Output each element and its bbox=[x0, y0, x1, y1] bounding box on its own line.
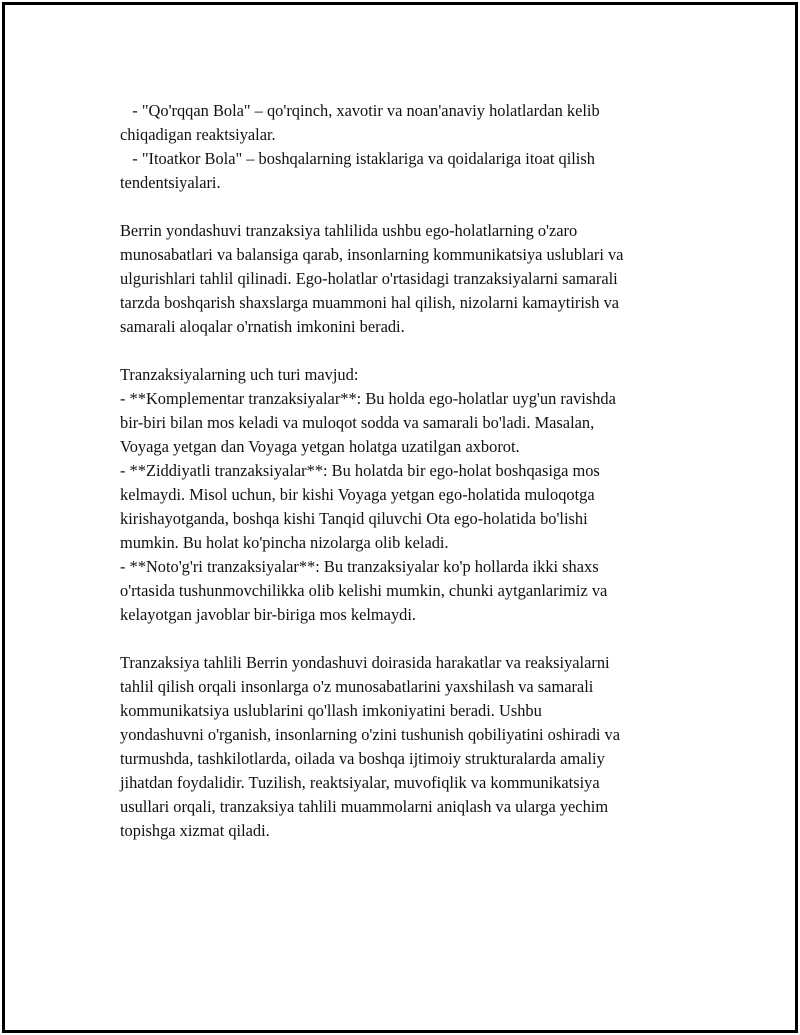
paragraph-spacer bbox=[120, 339, 710, 363]
text-line: - "Qo'rqqan Bola" – qo'rqinch, xavotir va noan'anaviy holatlardan kelib bbox=[120, 101, 600, 120]
text-line: topishga xizmat qiladi. bbox=[120, 821, 270, 840]
text-line: tarzda boshqarish shaxslarga muammoni hal qilish, nizolarni kamaytirish va bbox=[120, 293, 620, 312]
text-line: turmushda, tashkilotlarda, oilada va boshqa ijtimoiy strukturalarda amaliy bbox=[120, 749, 605, 768]
text-line: ulgurishlari tahlil qilinadi. Ego-holatlar o'rtasidagi tranzaksiyalarni samarali bbox=[120, 269, 618, 288]
text-line: jihatdan foydalidir. Tuzilish, reaktsiyalar, muvofiqlik va kommunikatsiya bbox=[120, 773, 600, 792]
paragraph-conclusion bbox=[120, 651, 710, 843]
text-line: munosabatlari va balansiga qarab, insonlarning kommunikatsiya uslublari va bbox=[120, 245, 624, 264]
document-page bbox=[2, 2, 798, 1033]
text-line: chiqadigan reaktsiyalar. bbox=[120, 125, 276, 144]
text-line: kirishayotganda, boshqa kishi Tanqid qiluvchi Ota ego-holatida bo'lishi bbox=[120, 509, 588, 528]
text-line: yondashuvni o'rganish, insonlarning o'zini tushunish qobiliyatini oshiradi va bbox=[120, 725, 621, 744]
text-line: bir-biri bilan mos keladi va muloqot sodda va samarali bo'ladi. Masalan, bbox=[120, 413, 595, 432]
text-line: usullari orqali, tranzaksiya tahlili muammolarni aniqlash va ularga yechim bbox=[120, 797, 609, 816]
text-line: kommunikatsiya uslublarini qo'llash imkoniyatini beradi. Ushbu bbox=[120, 701, 542, 720]
paragraph-spacer bbox=[120, 627, 710, 651]
text-line: - **Komplementar tranzaksiyalar**: Bu holda ego-holatlar uyg'un ravishda bbox=[120, 389, 616, 408]
text-line: - **Ziddiyatli tranzaksiyalar**: Bu holatda bir ego-holat boshqasiga mos bbox=[120, 461, 600, 480]
document-body bbox=[120, 99, 710, 843]
text-line: kelayotgan javoblar bir-biriga mos kelmaydi. bbox=[120, 605, 416, 624]
paragraph-ego-states-list bbox=[120, 99, 710, 195]
text-line: Tranzaksiya tahlili Berrin yondashuvi doirasida harakatlar va reaksiyalarni bbox=[120, 653, 610, 672]
paragraph-transaction-types bbox=[120, 363, 710, 627]
text-line: Berrin yondashuvi tranzaksiya tahlilida ushbu ego-holatlarning o'zaro bbox=[120, 221, 578, 240]
text-line: Voyaga yetgan dan Voyaga yetgan holatga uzatilgan axborot. bbox=[120, 437, 520, 456]
paragraph-berrin-approach bbox=[120, 219, 710, 339]
text-line: samarali aloqalar o'rnatish imkonini beradi. bbox=[120, 317, 405, 336]
text-line: tendentsiyalari. bbox=[120, 173, 221, 192]
text-line: - "Itoatkor Bola" – boshqalarning istaklariga va qoidalariga itoat qilish bbox=[120, 149, 595, 168]
text-line: - **Noto'g'ri tranzaksiyalar**: Bu tranzaksiyalar ko'p hollarda ikki shaxs bbox=[120, 557, 599, 576]
text-line: mumkin. Bu holat ko'pincha nizolarga olib keladi. bbox=[120, 533, 449, 552]
text-line: tahlil qilish orqali insonlarga o'z munosabatlarini yaxshilash va samarali bbox=[120, 677, 594, 696]
paragraph-spacer bbox=[120, 195, 710, 219]
text-line: kelmaydi. Misol uchun, bir kishi Voyaga yetgan ego-holatida muloqotga bbox=[120, 485, 595, 504]
text-line: Tranzaksiyalarning uch turi mavjud: bbox=[120, 365, 359, 384]
text-line: o'rtasida tushunmovchilikka olib kelishi mumkin, chunki aytganlarimiz va bbox=[120, 581, 608, 600]
